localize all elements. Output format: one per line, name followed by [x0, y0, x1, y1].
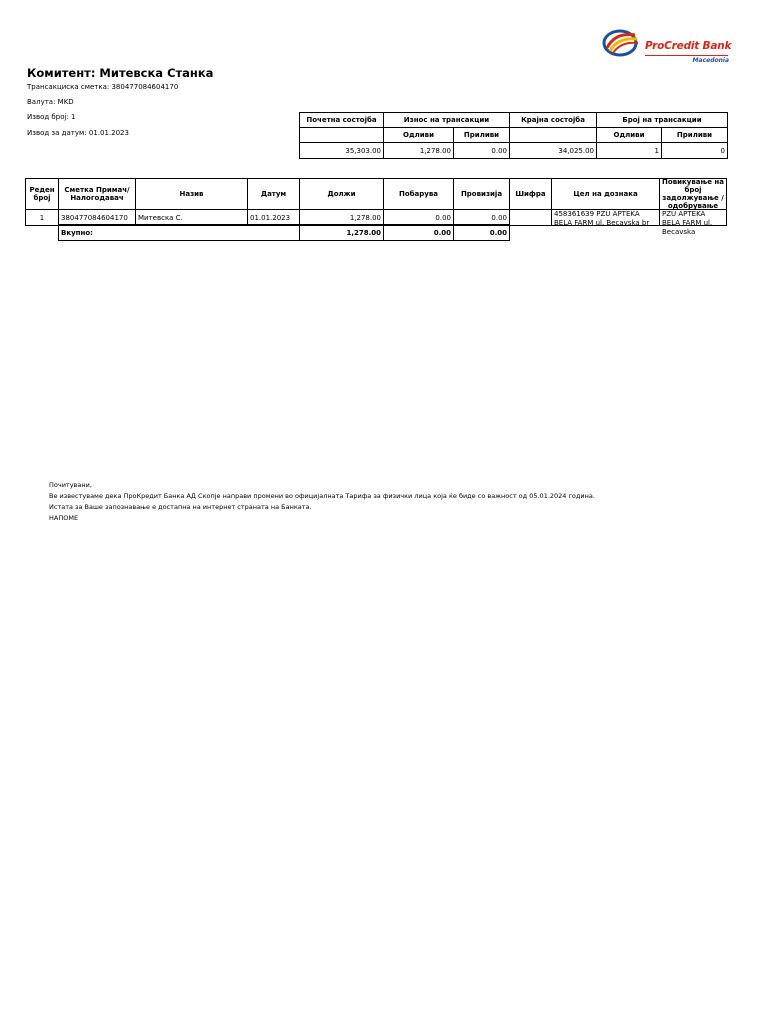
row-account: 380477084604170	[59, 210, 136, 226]
col-header-debit: Должи	[300, 179, 384, 210]
notice-tariff-change: Ве известуваме дека ПроКредит Банка АД Скопје направи промени во официјалната Тарифа за физички лица која ќе биде со важност од 05.01.2024 година.	[49, 492, 595, 500]
amount-outflows-header: Одливи	[384, 128, 454, 143]
col-header-reference: Повикување на број задолжување / одобрување	[660, 179, 727, 210]
bank-notice	[49, 480, 595, 524]
outflow-amount-value: 1,278.00	[384, 143, 454, 159]
balance-summary-values	[299, 127, 728, 159]
row-date: 01.01.2023	[248, 210, 300, 226]
row-purpose: 458361639 PZU APTEKA BELA FARM ul. Becavska br	[552, 210, 660, 226]
col-header-date: Датум	[248, 179, 300, 210]
col-header-name: Назив	[136, 179, 248, 210]
notice-note: НАПОМЕ	[49, 514, 79, 522]
total-debit: 1,278.00	[300, 225, 384, 241]
col-header-account: Сметка Примач/ Налогодавач	[59, 179, 136, 210]
count-inflows-header: Приливи	[662, 128, 728, 143]
logo-country: Macedonia	[692, 57, 729, 64]
col-header-commission: Провизија	[454, 179, 510, 210]
opening-subheader-empty	[300, 128, 384, 143]
opening-balance-value: 35,303.00	[300, 143, 384, 159]
row-credit: 0.00	[384, 210, 454, 226]
total-commission: 0.00	[454, 225, 510, 241]
closing-balance-header: Крајна состојба	[510, 113, 597, 128]
notice-greeting: Почитувани,	[49, 481, 92, 489]
inflow-amount-value: 0.00	[454, 143, 510, 159]
inflow-count-value: 0	[662, 143, 728, 159]
balance-summary-table	[299, 112, 728, 128]
logo-name: ProCredit Bank	[645, 40, 732, 52]
statement-date: Извод за датум: 01.01.2023	[27, 129, 129, 137]
statement-number: Извод број: 1	[27, 113, 76, 121]
row-seq: 1	[26, 210, 59, 226]
row-reference: PZU APTEKA BELA FARM ul. Becavska	[660, 210, 727, 226]
col-header-seq: Реден број	[26, 179, 59, 210]
notice-availability: Истата за Ваше запознавање е достапна на интернет страната на Банката.	[49, 503, 312, 511]
opening-balance-header: Почетна состојба	[300, 113, 384, 128]
totals-table	[58, 224, 510, 241]
logo-arcs-icon	[601, 26, 643, 58]
count-outflows-header: Одливи	[597, 128, 662, 143]
col-header-code: Шифра	[510, 179, 552, 210]
row-debit: 1,278.00	[300, 210, 384, 226]
closing-balance-value: 34,025.00	[510, 143, 597, 159]
row-commission: 0.00	[454, 210, 510, 226]
procredit-logo	[601, 26, 731, 66]
total-credit: 0.00	[384, 225, 454, 241]
total-label: Вкупно:	[59, 225, 300, 241]
row-name: Митевска С.	[136, 210, 248, 226]
logo-divider	[645, 55, 728, 56]
currency: Валута: MKD	[27, 98, 74, 106]
client-title: Комитент: Митевска Станка	[27, 66, 214, 80]
col-header-purpose: Цел на дознака	[552, 179, 660, 210]
amount-inflows-header: Приливи	[454, 128, 510, 143]
row-code	[510, 210, 552, 226]
transaction-amount-header: Износ на трансакции	[384, 113, 510, 128]
account-number: Трансакциска сметка: 380477084604170	[27, 83, 179, 91]
outflow-count-value: 1	[597, 143, 662, 159]
transaction-count-header: Број на трансакции	[597, 113, 728, 128]
col-header-credit: Побарува	[384, 179, 454, 210]
closing-subheader-empty	[510, 128, 597, 143]
